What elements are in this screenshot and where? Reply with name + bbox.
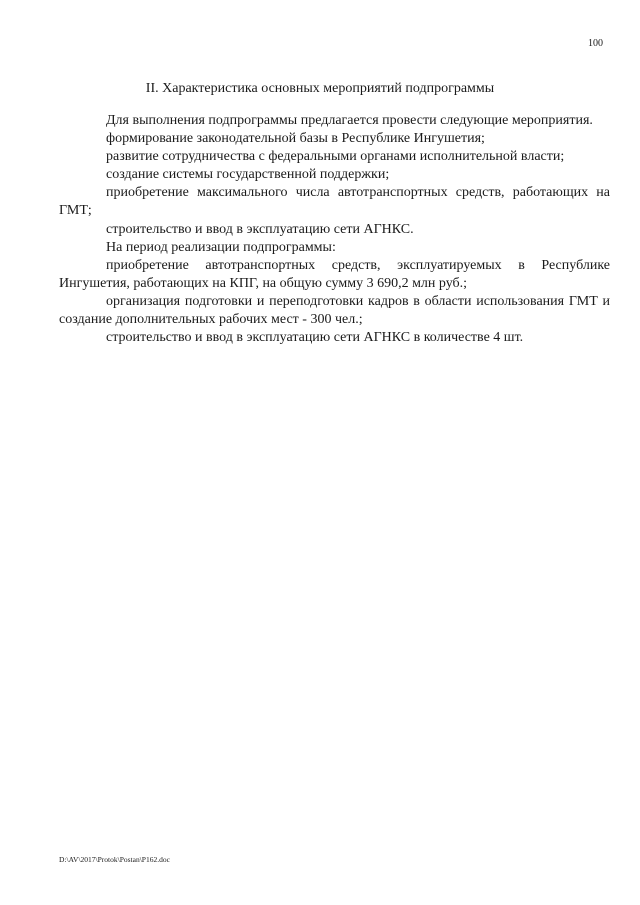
page-number: 100 <box>588 38 603 49</box>
paragraph-period: На период реализации подпрограммы: <box>106 239 336 255</box>
list-item: организация подготовки и переподготовки кадров в области использования ГМТ и создание дополнительных рабочих мест - 300 чел.; <box>59 293 610 328</box>
paragraph-intro: Для выполнения подпрограммы предлагается провести следующие мероприятия. <box>106 113 593 128</box>
footer-file-path: D:\AV\2017\Protok\Postan\P162.doc <box>59 855 170 864</box>
list-item: строительство и ввод в эксплуатацию сети АГНКС. <box>106 221 414 237</box>
list-item: приобретение автотранспортных средств, эксплуатируемых в Республике Ингушетия, работающих на КПГ, на общую сумму 3 690,2 млн руб.; <box>59 257 610 291</box>
list-item: формирование законодательной базы в Республике Ингушетия; <box>106 131 485 147</box>
body-text <box>59 112 610 347</box>
list-item: развитие сотрудничества с федеральными органами исполнительной власти; <box>106 149 565 165</box>
list-item: приобретение максимального числа автотранспортных средств, работающих на ГМТ; <box>59 185 610 219</box>
list-item: создание системы государственной поддержки; <box>106 167 390 183</box>
section-title: II. Характеристика основных мероприятий подпрограммы <box>145 81 495 96</box>
list-item: строительство и ввод в эксплуатацию сети АГНКС в количестве 4 шт. <box>106 330 524 346</box>
